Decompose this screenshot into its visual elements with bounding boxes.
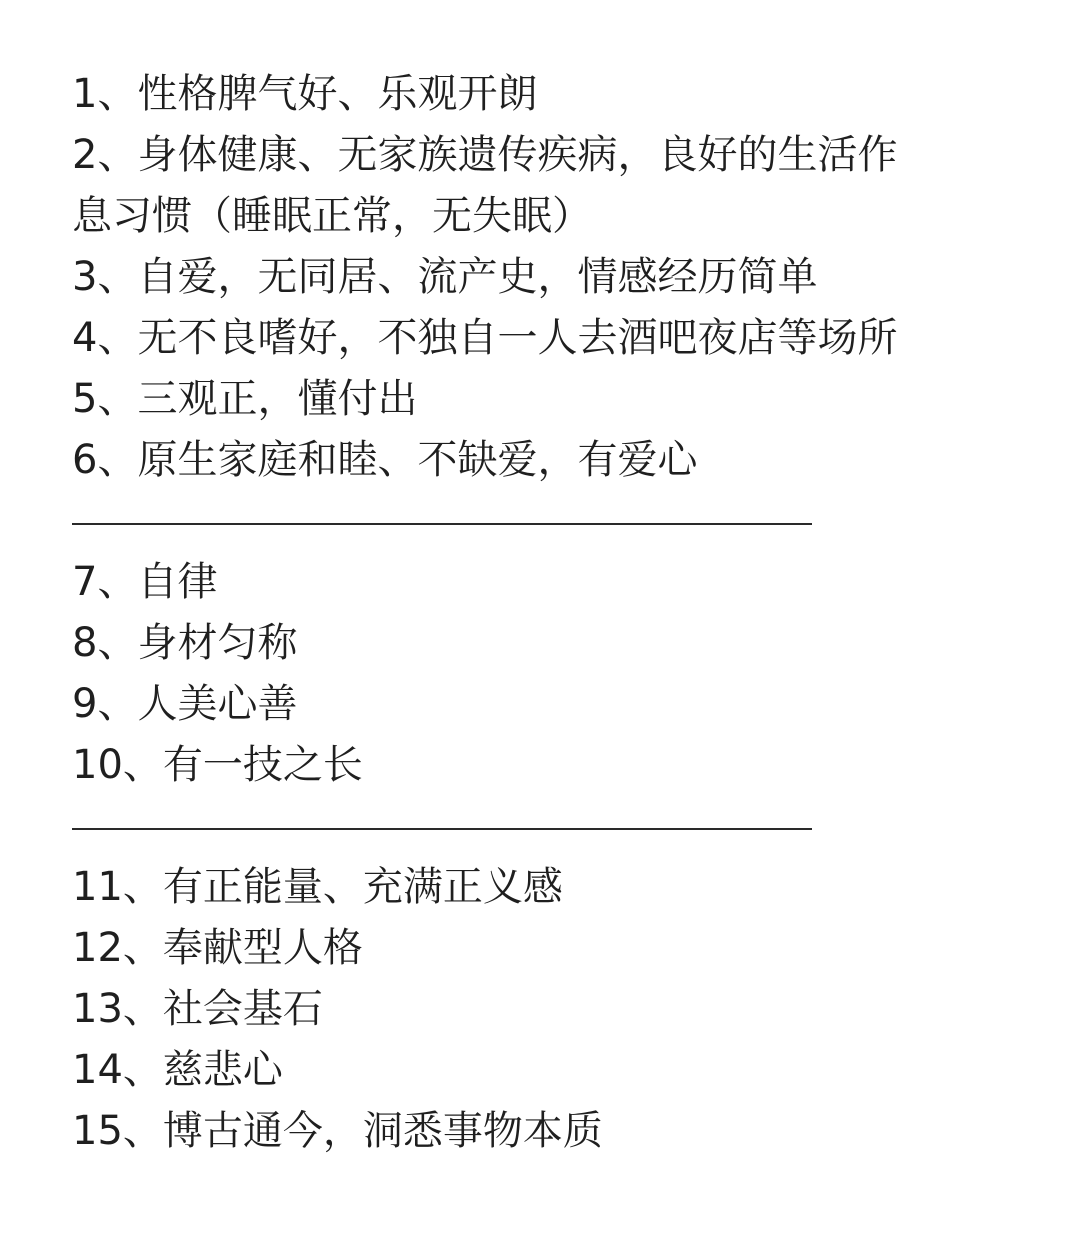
- list-item: 3、自爱，无同居、流产史，情感经历简单: [72, 254, 818, 300]
- list-item: 12、奉献型人格: [72, 925, 363, 971]
- list-item: 15、博古通今，洞悉事物本质: [72, 1108, 603, 1154]
- list-item: 9、人美心善: [72, 681, 298, 727]
- document-body: [72, 64, 1032, 1162]
- list-item: 7、自律: [72, 559, 218, 605]
- list-item: 8、身材匀称: [72, 620, 298, 666]
- list-item: 13、社会基石: [72, 986, 323, 1032]
- list-item: 14、慈悲心: [72, 1047, 283, 1093]
- list-item: 1、性格脾气好、乐观开朗: [72, 71, 538, 117]
- list-item: 5、三观正，懂付出: [72, 376, 418, 422]
- list-item: 11、有正能量、充满正义感: [72, 864, 563, 910]
- section-divider: [72, 491, 1032, 552]
- list-item: 息习惯（睡眠正常，无失眠）: [72, 193, 592, 239]
- list-item: 10、有一技之长: [72, 742, 363, 788]
- list-item: 6、原生家庭和睦、不缺爱，有爱心: [72, 437, 698, 483]
- list-item: 4、无不良嗜好，不独自一人去酒吧夜店等场所: [72, 315, 898, 361]
- list-item: 2、身体健康、无家族遗传疾病，良好的生活作: [72, 132, 898, 178]
- section-divider: [72, 796, 1032, 857]
